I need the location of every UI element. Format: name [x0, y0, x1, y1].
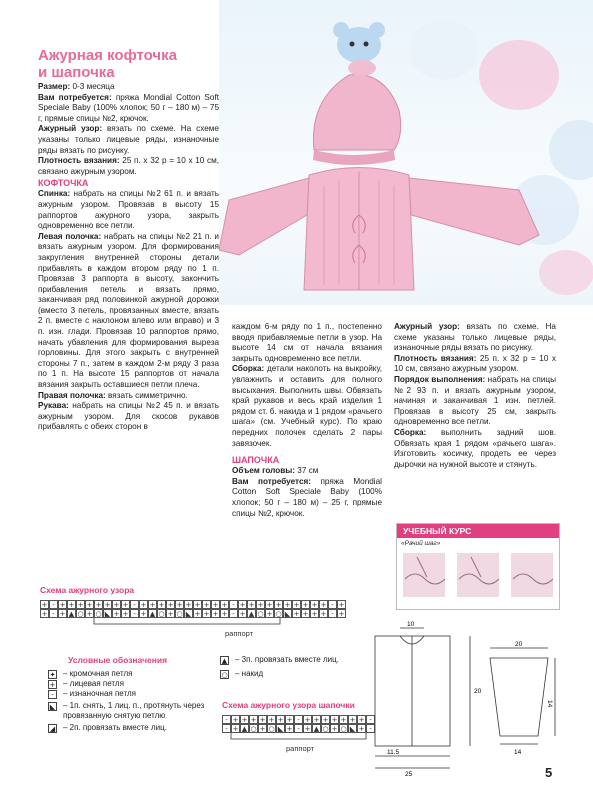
scheme-cell: -: [328, 600, 337, 609]
scheme-cell: +: [176, 601, 183, 609]
assembly-paragraph: [232, 364, 382, 449]
scheme-cell: ◣: [277, 725, 284, 733]
scheme-cell: ○: [77, 610, 84, 618]
scheme-cell: -: [222, 724, 231, 733]
scheme-cell: +: [293, 610, 300, 618]
rapport-bracket: [40, 618, 350, 640]
hat-density-paragraph: [394, 354, 556, 375]
hat-materials-label: Вам потребуется:: [232, 476, 311, 486]
scheme-cell: -: [229, 600, 238, 609]
scheme-cell: +: [241, 716, 248, 724]
sleeve-height-label: 14: [546, 700, 553, 708]
scheme-cell: +: [212, 601, 219, 609]
legend-text: – 1п. снять, 1 лиц. п., протянуть через провязанную снятую петлю: [63, 701, 205, 720]
sleeve-bottom-label: 14: [514, 749, 522, 756]
scheme-cell: +: [41, 601, 48, 609]
assembly-value: детали наколоть на выкройку, увлажнить и оставить для полного высыхания. Выполнить швы. Обвязать край рукавов и весь край изделия 1 рядом ст. б. накида и 1 рядом «рачьего шага» (см. Учебный курс). По краю передних полочек сделать 2 пары завязочек.: [232, 364, 382, 448]
scheme-cell: +: [185, 601, 192, 609]
scheme-cell: -: [49, 609, 58, 618]
scheme-row: [222, 724, 382, 733]
purl-stitch-symbol: -: [48, 690, 57, 699]
pattern-value: вязать по схеме. На схеме указаны только лицевые ряды, изнаночные ряды вязать по рисунку.: [38, 124, 219, 155]
scheme-row: [40, 600, 350, 609]
scheme-cell: +: [248, 601, 255, 609]
head-size-value: 37 см: [295, 466, 319, 476]
scheme-cell: -: [366, 724, 375, 733]
scheme-cell: +: [313, 716, 320, 724]
back-label: Спинка:: [38, 189, 71, 199]
scheme-cell: ▲: [248, 610, 255, 618]
scheme-cell: +: [194, 601, 201, 609]
order-paragraph: [394, 375, 556, 428]
legend-item: [220, 655, 370, 665]
scheme-cell: +: [268, 716, 275, 724]
scheme-cell: +: [338, 610, 345, 618]
scheme-cell: -: [229, 609, 238, 618]
scheme-cell: +: [167, 610, 174, 618]
materials-value: пряжа Mondial Cotton Soft Speciale Baby (100% хлопок; 50 г – 180 м) – 75 г, прямые спицы №2, крючок.: [38, 92, 219, 123]
materials-label: Вам потребуется:: [38, 92, 112, 102]
scheme-cell: +: [41, 610, 48, 618]
order-value: набрать на спицы №2 93 п. и вязать ажурным узором, начиная и заканчивая 1 изн. петлей. Провязав в высоту 25 см, закрыть одновременно все петли.: [394, 374, 557, 427]
left-front-value: набрать на спицы №2 21 п. и вязать ажурным узором. Для формирования закругления внутренней стороны детали прибавлять в каждом втором ряду по 1 п. Провязав 3 раппорта в высоту, закончить прибавления петель и вязать прямо, заканчивая ряд половинкой ажурной дорожки (вместо 3 петель, провязанных вместе, вязать 2 п. вместе с наклоном влево или вправо) и 3 п. изн. глади. Провязав 10 раппортов прямо, начать убавления для формирования выреза горловины. Для этого закрыть с внутренней стороны 7 п., затем в каждом 2-м ряду 3 раза по 1 п. На высоте 15 раппортов от начала вязания закрыть оставшиеся петли плеча.: [38, 231, 220, 390]
half-width-label: 11.5: [387, 749, 400, 756]
scheme-cell: +: [284, 601, 291, 609]
scheme-cell: ○: [275, 610, 282, 618]
scheme-row: [40, 609, 350, 618]
product-photo: [219, 0, 593, 305]
scheme-cell: ▲: [313, 725, 320, 733]
scheme-cell: +: [203, 610, 210, 618]
pattern-pieces-diagram: [370, 618, 560, 778]
scheme-cell: +: [167, 601, 174, 609]
scheme-cell: +: [122, 601, 129, 609]
legend-text: – лицевая петля: [63, 679, 124, 688]
scheme-cell: +: [140, 610, 147, 618]
crochet-steps-illustration: [397, 549, 559, 604]
scheme-cell: +: [86, 601, 93, 609]
scheme-cell: +: [239, 610, 246, 618]
scheme-cell: ○: [158, 610, 165, 618]
legend-item: [48, 679, 220, 689]
width-bottom-label: 25: [405, 771, 413, 778]
scheme-cell: +: [232, 716, 239, 724]
right-front-paragraph: [38, 391, 219, 402]
scheme-cell: ○: [340, 725, 347, 733]
scheme-cell: +: [275, 601, 282, 609]
legend-text: – накид: [235, 669, 264, 678]
legend-text: – 2п. провязать вместе лиц.: [63, 723, 167, 732]
back-value: набрать на спицы №2 61 п. и вязать ажурным узором. Провязав в высоту 15 раппортов ажурного узора, закрыть одновременно все петли.: [38, 189, 219, 231]
scheme-cell: +: [322, 716, 329, 724]
hat-materials-paragraph: [232, 477, 382, 519]
scheme-cell: +: [266, 601, 273, 609]
hat-assembly-paragraph: [394, 428, 556, 470]
scheme-cell: +: [302, 610, 309, 618]
scheme-cell: +: [259, 725, 266, 733]
section-heading-kofta: КОФТОЧКА: [38, 178, 89, 189]
course-caption: «Рачий шаг»: [401, 540, 441, 547]
scheme-cell: +: [122, 610, 129, 618]
scheme-cell: ○: [268, 725, 275, 733]
knit-stitch-symbol: +: [49, 681, 56, 689]
legend-item: [48, 723, 220, 733]
scheme-cell: +: [331, 725, 338, 733]
slip-stitch-symbol: ◣: [49, 703, 56, 711]
scheme-cell: +: [358, 725, 365, 733]
legend-title: Условные обозначения: [68, 655, 168, 665]
left-front-paragraph: [38, 232, 219, 391]
page-number: 5: [545, 765, 553, 780]
scheme-cell: +: [250, 716, 257, 724]
scheme-cell: +: [257, 601, 264, 609]
scheme-cell: +: [77, 601, 84, 609]
scheme-cell: +: [113, 601, 120, 609]
right-front-value: вязать симметрично.: [105, 390, 188, 400]
scheme-row: [222, 715, 382, 724]
right-front-label: Правая полочка:: [38, 390, 106, 400]
scheme-cell: ◣: [104, 610, 111, 618]
assembly-label: Сборка:: [232, 364, 265, 374]
height-label: 20: [474, 688, 482, 695]
scheme-cell: -: [49, 600, 58, 609]
size-value: 0-3 месяца: [70, 82, 115, 91]
hat-rapport-bracket: [222, 733, 382, 755]
right-column: [394, 322, 556, 470]
scheme-cell: +: [104, 601, 111, 609]
edge-stitch-symbol: ✦: [49, 671, 56, 679]
legend-item: [220, 669, 370, 679]
scheme-cell: +: [95, 601, 102, 609]
scheme-cell: +: [311, 610, 318, 618]
section-heading-hat: ШАПОЧКА: [232, 455, 280, 466]
scheme-cell: -: [130, 609, 139, 618]
hat-density-value: 25 п. х 32 р = 10 х 10 см, связано ажурным узором.: [394, 353, 556, 374]
sleeves-value: набрать на спицы №2 45 п. и вязать ажурным узором. Для скосов рукавов прибавлять с обеих сторон в: [38, 401, 219, 432]
scheme-cell: +: [232, 725, 239, 733]
scheme-cell: +: [266, 610, 273, 618]
sleeves-paragraph: [38, 401, 219, 433]
sleeve-top-label: 20: [515, 641, 523, 648]
scheme-cell: +: [158, 601, 165, 609]
scheme-cell: +: [212, 610, 219, 618]
scheme-cell: ▲: [149, 610, 156, 618]
hat-pattern-value: вязать по схеме. На схеме указаны только лицевые ряды, изнаночные ряды вязать по рисунку.: [394, 322, 556, 353]
scheme-cell: +: [338, 601, 345, 609]
density-value: 25 п. х 32 р = 10 х 10 см, связано ажурным узором.: [38, 156, 219, 176]
scheme-cell: +: [68, 601, 75, 609]
scheme-cell: ▲: [68, 610, 75, 618]
scheme-cell: ◣: [349, 725, 356, 733]
back-paragraph: [38, 189, 219, 231]
scheme-cell: ◣: [284, 610, 291, 618]
size-paragraph: [38, 82, 219, 93]
hat-lace-scheme-title: Схема ажурного узора шапочки: [222, 700, 355, 710]
scheme-cell: -: [130, 600, 139, 609]
scheme-cell: -: [294, 724, 303, 733]
scheme-cell: +: [113, 610, 120, 618]
scheme-cell: +: [221, 610, 228, 618]
scheme-cell: ○: [95, 610, 102, 618]
scheme-cell: ○: [322, 725, 329, 733]
scheme-cell: +: [149, 601, 156, 609]
lace-scheme: [40, 585, 350, 645]
legend-text: – изнаночная петля: [63, 689, 136, 698]
hat-pattern-label: Ажурный узор:: [394, 322, 460, 331]
scheme-cell: +: [293, 601, 300, 609]
scheme-cell: +: [194, 610, 201, 618]
hat-assembly-label: Сборка:: [394, 427, 427, 437]
scheme-cell: +: [59, 601, 66, 609]
width-top-label: 10: [407, 621, 415, 628]
legend-item: [48, 669, 220, 679]
scheme-cell: +: [86, 610, 93, 618]
middle-column: [232, 322, 382, 519]
scheme-cell: ○: [176, 610, 183, 618]
k2tog-symbol: ◢: [49, 725, 56, 733]
scheme-cell: -: [294, 715, 303, 724]
order-label: Порядок выполнения:: [394, 374, 486, 384]
sleeves-continued: каждом 6-м ряду по 1 п., постепенно вводя прибавляемые петли в узор. На высоте 14 см от начала вязания закрыть одновременно все петли.: [232, 322, 382, 363]
scheme-cell: +: [259, 716, 266, 724]
k3tog-symbol: ▲: [221, 657, 228, 665]
pattern-paragraph: [38, 124, 219, 156]
scheme-cell: +: [331, 716, 338, 724]
legend-item: [48, 689, 220, 699]
legend-text: – 3п. провязать вместе лиц.: [235, 655, 339, 664]
intro-block: [38, 82, 219, 433]
scheme-cell: +: [59, 610, 66, 618]
title-line-2: и шапочка: [38, 64, 115, 81]
size-label: Размер:: [38, 82, 71, 91]
scheme-cell: ▲: [241, 725, 248, 733]
scheme-cell: -: [366, 715, 375, 724]
hat-rapport-label: раппорт: [286, 744, 315, 753]
yarn-over-symbol: ○: [221, 671, 228, 679]
sleeves-label: Рукава:: [38, 401, 69, 411]
hat-lace-scheme: [222, 700, 382, 760]
course-heading: УЧЕБНЫЙ КУРС: [397, 524, 559, 538]
title-line-1: Ажурная кофточка: [38, 47, 177, 64]
legend-right: [220, 655, 370, 679]
legend-text: – кромочная петля: [63, 669, 133, 678]
left-front-label: Левая полочка:: [38, 231, 102, 241]
lace-scheme-title: Схема ажурного узора: [40, 585, 135, 595]
rapport-label: раппорт: [225, 629, 254, 638]
scheme-cell: +: [286, 725, 293, 733]
hat-assembly-value: выполнить задний шов. Обвязать края 1 рядом «рачьего шага». Изготовить косичку, продеть ее через дырочки на нужной высоте и стянуть.: [394, 427, 556, 469]
scheme-cell: ○: [250, 725, 257, 733]
scheme-cell: ○: [257, 610, 264, 618]
scheme-cell: +: [286, 716, 293, 724]
scheme-cell: +: [320, 601, 327, 609]
scheme-cell: +: [302, 601, 309, 609]
scheme-cell: ◣: [185, 610, 192, 618]
hat-lace-scheme-grid: [222, 715, 382, 733]
scheme-cell: +: [140, 601, 147, 609]
scheme-cell: +: [340, 716, 347, 724]
course-box: [396, 523, 560, 610]
scheme-cell: +: [239, 601, 246, 609]
page-title: [38, 47, 218, 81]
legend-item: [48, 701, 220, 721]
density-label: Плотность вязания:: [38, 156, 120, 166]
hat-density-label: Плотность вязания:: [394, 353, 477, 363]
scheme-cell: +: [304, 725, 311, 733]
scheme-cell: +: [277, 716, 284, 724]
materials-paragraph: [38, 93, 219, 125]
density-paragraph: [38, 156, 219, 177]
baby-set-illustration: [219, 0, 593, 305]
legend: [48, 655, 220, 733]
scheme-cell: +: [311, 601, 318, 609]
head-size-paragraph: [232, 466, 382, 477]
scheme-cell: +: [349, 716, 356, 724]
scheme-cell: -: [222, 715, 231, 724]
head-size-label: Объем головы:: [232, 466, 296, 476]
scheme-cell: +: [358, 716, 365, 724]
scheme-cell: +: [203, 601, 210, 609]
scheme-cell: +: [304, 716, 311, 724]
scheme-cell: +: [320, 610, 327, 618]
hat-materials-value: пряжа Mondial Cotton Soft Speciale Baby (100% хлопок; 50 г – 180 м) – 25 г, прямые спицы №2, крючок.: [232, 476, 382, 518]
scheme-cell: -: [328, 609, 337, 618]
hat-pattern-paragraph: [394, 322, 556, 354]
scheme-cell: +: [221, 601, 228, 609]
pattern-label: Ажурный узор:: [38, 124, 103, 134]
lace-scheme-grid: [40, 600, 350, 618]
